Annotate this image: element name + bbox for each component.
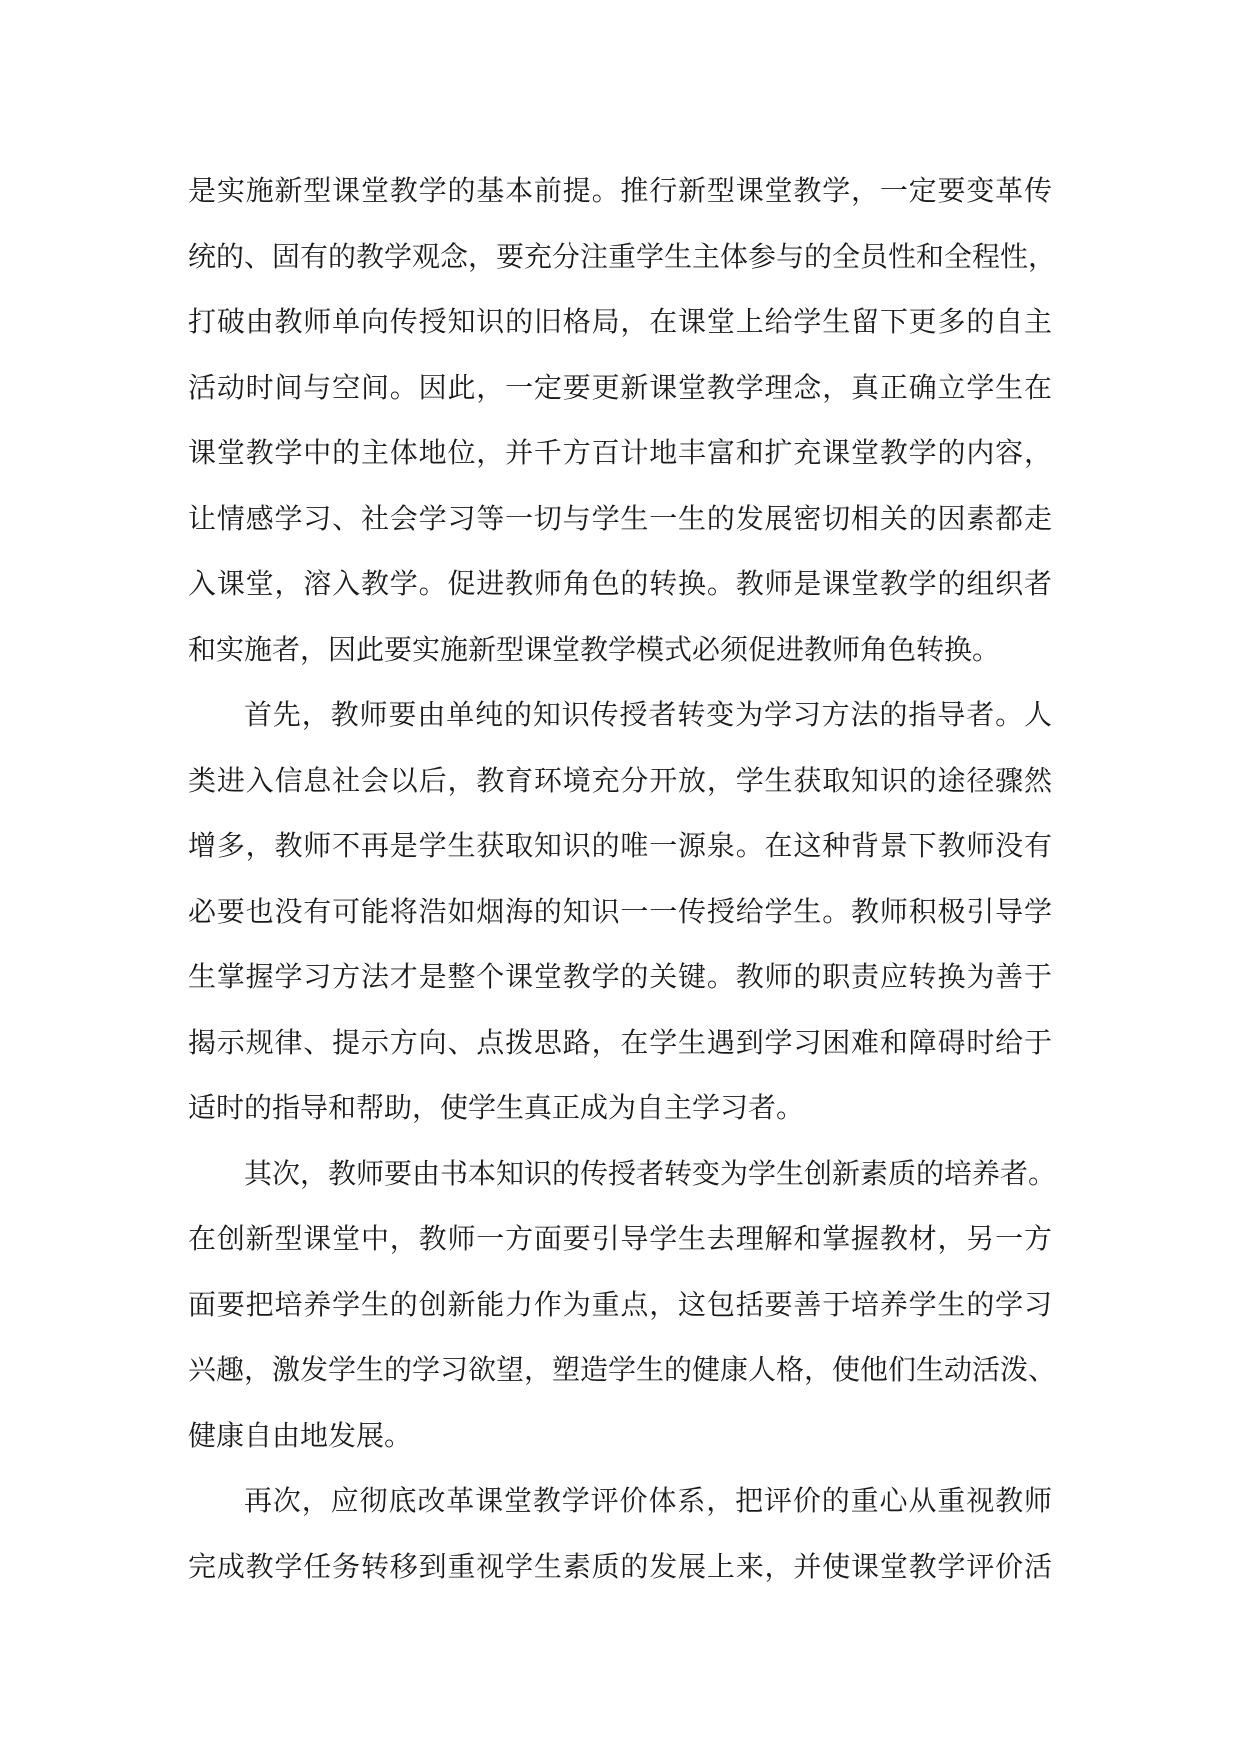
text-line: 入课堂，溶入教学。促进教师角色的转换。教师是课堂教学的组织者 [188, 567, 1052, 600]
text-line: 再次，应彻底改革课堂教学评价体系，把评价的重心从重视教师 [244, 1484, 1052, 1517]
text-line: 类进入信息社会以后，教育环境充分开放，学生获取知识的途径骤然 [188, 763, 1052, 797]
document-body [188, 158, 1057, 1599]
text-line: 适时的指导和帮助，使学生真正成为自主学习者。 [188, 1091, 805, 1124]
paragraph-2 [188, 682, 1052, 1141]
text-line: 活动时间与空间。因此，一定要更新课堂教学理念，真正确立学生在 [188, 370, 1052, 404]
text-line: 其次，教师要由书本知识的传授者转变为学生创新素质的培养者。 [244, 1156, 1057, 1190]
text-line: 生掌握学习方法才是整个课堂教学的关键。教师的职责应转换为善于 [188, 960, 1052, 993]
text-line: 必要也没有可能将浩如烟海的知识一一传授给学生。教师积极引导学 [188, 894, 1052, 928]
text-line: 完成教学任务转移到重视学生素质的发展上来，并使课堂教学评价活 [188, 1549, 1052, 1583]
text-line: 揭示规律、提示方向、点拨思路，在学生遇到学习困难和障碍时给于 [188, 1025, 1052, 1059]
text-line: 打破由教师单向传授知识的旧格局，在课堂上给学生留下更多的自主 [188, 305, 1052, 338]
text-line: 让情感学习、社会学习等一切与学生一生的发展密切相关的因素都走 [188, 501, 1052, 535]
text-line: 和实施者，因此要实施新型课堂教学模式必须促进教师角色转换。 [188, 632, 1001, 666]
text-line: 面要把培养学生的创新能力作为重点，这包括要善于培养学生的学习 [188, 1287, 1052, 1321]
text-line: 在创新型课堂中，教师一方面要引导学生去理解和掌握教材，另一方 [188, 1222, 1052, 1255]
text-line: 增多，教师不再是学生获取知识的唯一源泉。在这种背景下教师没有 [188, 829, 1052, 862]
text-line: 是实施新型课堂教学的基本前提。推行新型课堂教学，一定要变革传 [188, 174, 1052, 207]
text-line: 健康自由地发展。 [188, 1418, 413, 1452]
text-line: 兴趣，激发学生的学习欲望，塑造学生的健康人格，使他们生动活泼、 [188, 1353, 1057, 1386]
paragraph-1 [188, 158, 1057, 682]
paragraph-4 [188, 1468, 1052, 1599]
text-line: 首先，教师要由单纯的知识传授者转变为学习方法的指导者。人 [244, 698, 1052, 731]
text-line: 统的、固有的教学观念，要充分注重学生主体参与的全员性和全程性， [188, 239, 1057, 273]
text-line: 课堂教学中的主体地位，并千方百计地丰富和扩充课堂教学的内容， [188, 436, 1052, 469]
paragraph-3 [188, 1141, 1057, 1469]
